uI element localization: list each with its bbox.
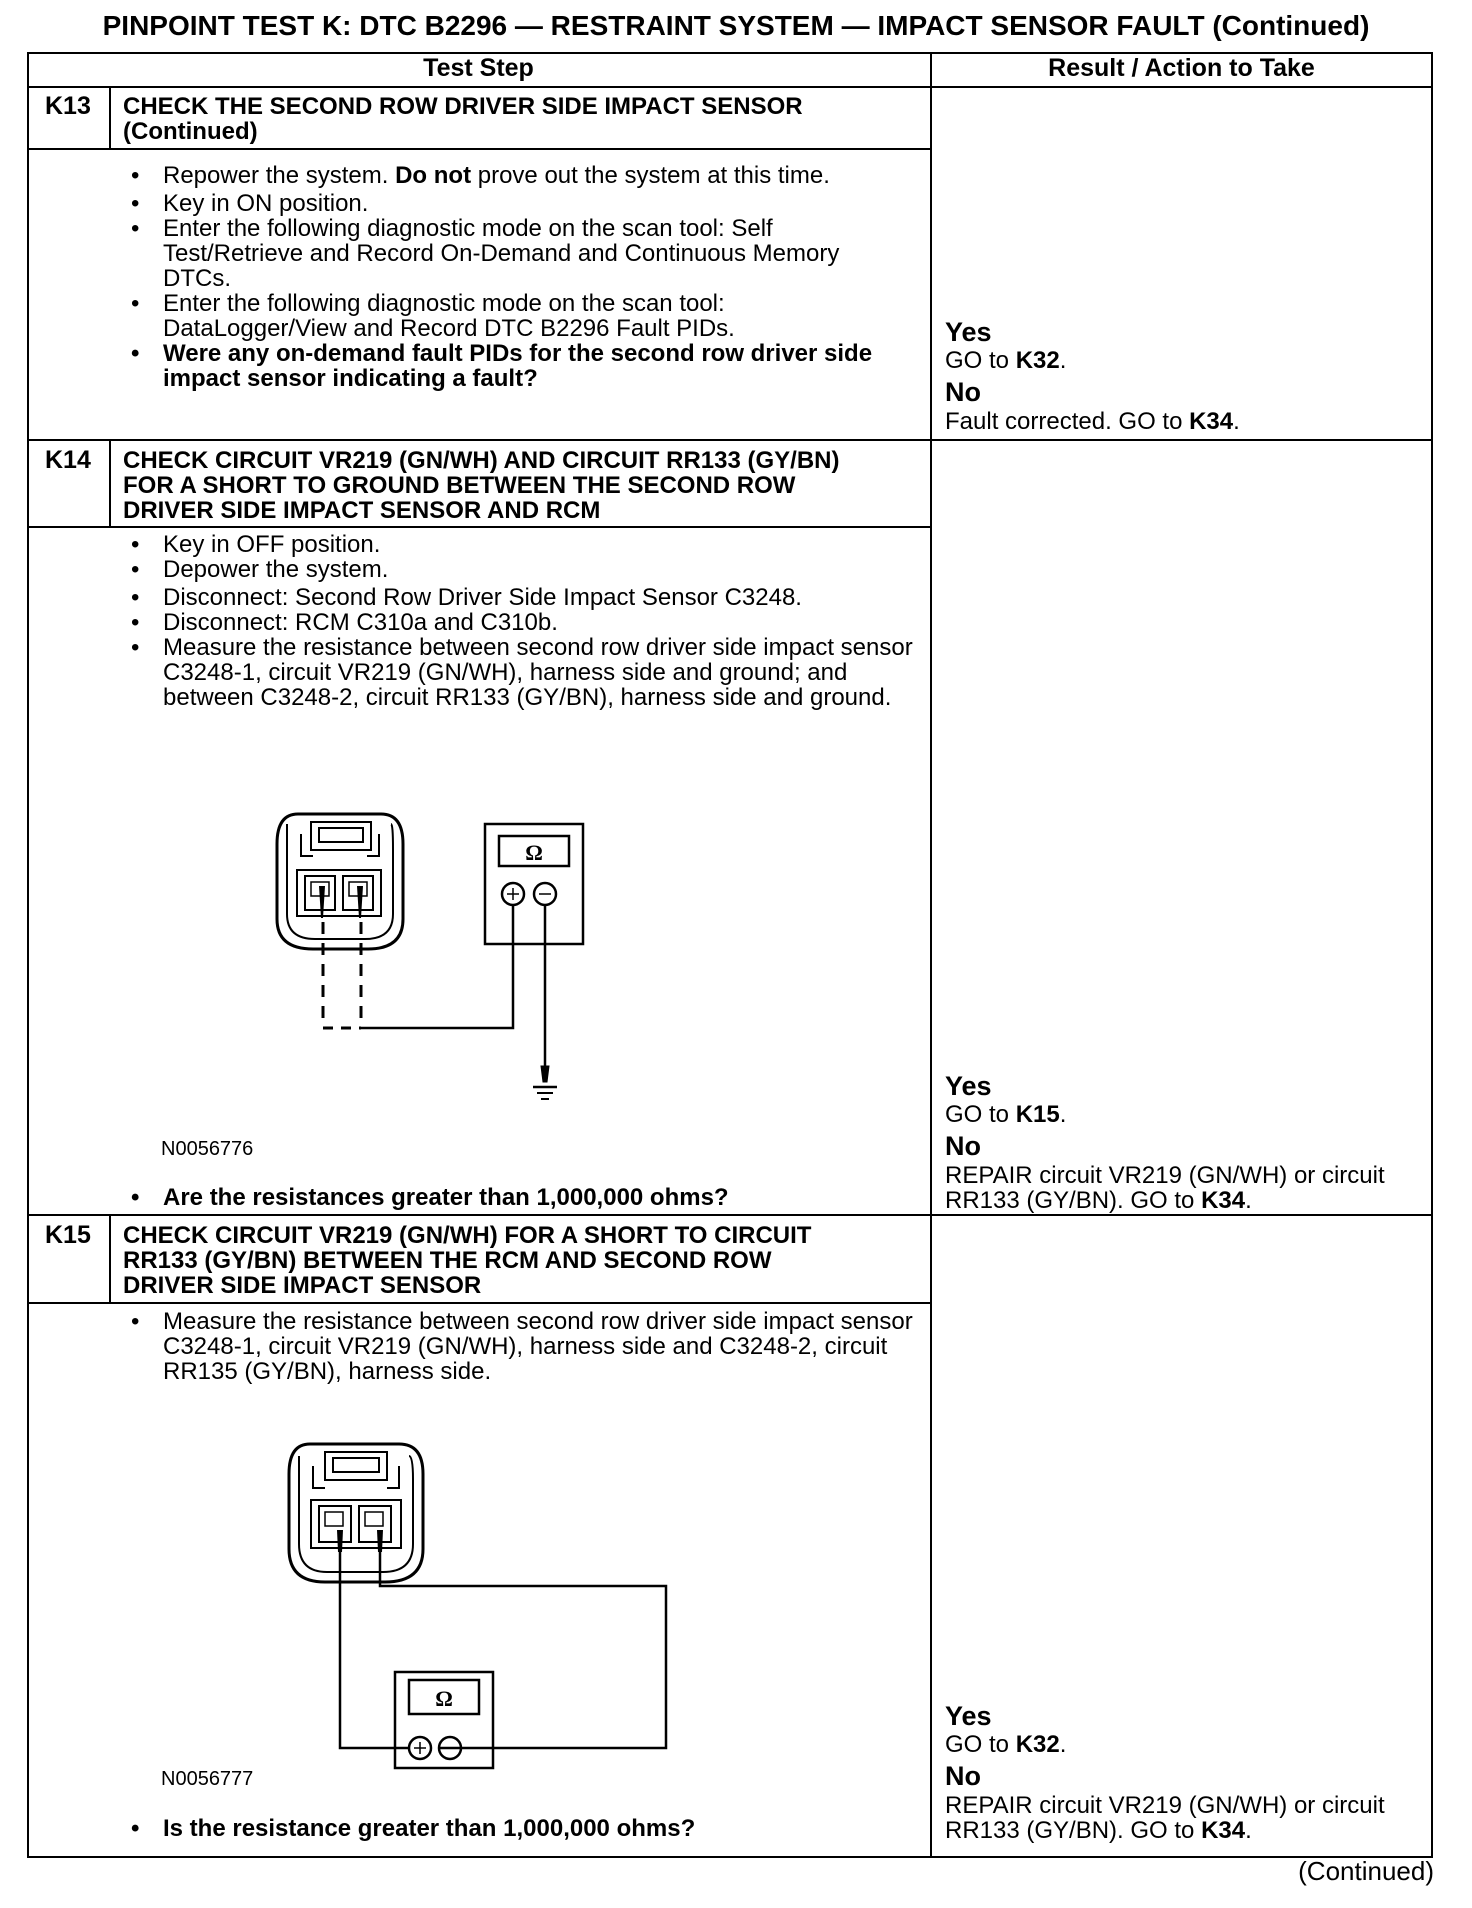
probe-icons — [319, 886, 363, 918]
row-divider-k15 — [27, 1214, 1433, 1216]
k15-result — [945, 1701, 1425, 1854]
step-title-k13: CHECK THE SECOND ROW DRIVER SIDE IMPACT SENSOR (Continued) — [123, 93, 803, 145]
no-label: No — [945, 1761, 981, 1791]
dashed-leads — [323, 922, 361, 1028]
list-item: • Disconnect: RCM C310a and C310b. — [123, 610, 913, 635]
figure-id-k14: N0056776 — [161, 1138, 254, 1160]
column-divider — [930, 52, 932, 1858]
yes-label: Yes — [945, 317, 992, 347]
list-item: • Measure the resistance between second row driver side impact sensor C3248-1, circuit VR219 (GN/WH), harness side and C3248-2, circuit RR135 (GY/BN), harness side. — [123, 1309, 913, 1384]
k14-question — [123, 1185, 913, 1210]
k15-question — [123, 1816, 913, 1841]
page-title: PINPOINT TEST K: DTC B2296 — RESTRAINT SYSTEM — IMPACT SENSOR FAULT (Continued) — [102, 10, 1370, 41]
figure-id-k15: N0056777 — [161, 1768, 254, 1790]
step-id-k13: K13 — [45, 92, 91, 120]
step-id-k15: K15 — [45, 1221, 91, 1249]
k14-title-underline — [27, 526, 932, 528]
list-item: • Are the resistances greater than 1,000,000 ohms? — [123, 1185, 913, 1210]
k15-id-divider — [109, 1214, 111, 1302]
ohm-symbol: Ω — [525, 840, 543, 865]
connector-icon — [289, 1444, 423, 1582]
k13-id-divider — [109, 86, 111, 148]
no-action: REPAIR circuit VR219 (GN/WH) or circuit RR133 (GY/BN). GO to K34. — [945, 1792, 1385, 1844]
list-item: • Disconnect: Second Row Driver Side Impact Sensor C3248. — [123, 585, 913, 610]
list-item: • Key in ON position. — [123, 191, 913, 216]
table-border-bottom — [27, 1856, 1433, 1858]
list-item: • Key in OFF position. — [123, 532, 913, 557]
k14-id-divider — [109, 439, 111, 526]
list-item: • Measure the resistance between second row driver side impact sensor C3248-1, circuit VR219 (GN/WH), harness side and ground; and between C3248-2, circuit RR133 (GY/BN), harness side and ground. — [123, 635, 913, 710]
step-title-k15: CHECK CIRCUIT VR219 (GN/WH) FOR A SHORT TO CIRCUIT RR133 (GY/BN) BETWEEN THE RCM AND SECOND ROW DRIVER SIDE IMPACT SENSOR — [123, 1222, 812, 1299]
k13-result — [945, 317, 1425, 438]
k13-bullet-list — [123, 163, 913, 391]
list-item: • Repower the system. Do not prove out the system at this time. — [123, 163, 913, 188]
header-divider — [27, 86, 1433, 88]
yes-label: Yes — [945, 1071, 992, 1101]
ohm-symbol: Ω — [435, 1686, 453, 1711]
k15-title-underline — [27, 1302, 932, 1304]
connector-icon — [277, 814, 403, 949]
header-test-step: Test Step — [423, 54, 534, 82]
row-divider-k14 — [27, 439, 1433, 441]
list-item: • Depower the system. — [123, 557, 913, 582]
k15-connector-meter-diagram — [285, 1434, 675, 1774]
pinpoint-test-table — [27, 52, 1433, 1858]
ground-icon — [533, 1066, 557, 1099]
yes-action: GO to K32. — [945, 1731, 1067, 1758]
k14-result — [945, 1071, 1425, 1214]
table-border-right — [1431, 52, 1433, 1858]
yes-action: GO to K32. — [945, 347, 1067, 374]
yes-label: Yes — [945, 1701, 992, 1731]
no-label: No — [945, 377, 981, 407]
k14-bullet-list — [123, 532, 913, 710]
list-item: • Is the resistance greater than 1,000,000 ohms? — [123, 1816, 913, 1841]
no-action: REPAIR circuit VR219 (GN/WH) or circuit RR133 (GY/BN). GO to K34. — [945, 1162, 1385, 1214]
table-border-left — [27, 52, 29, 1858]
list-item: • Enter the following diagnostic mode on the scan tool: DataLogger/View and Record DTC B2296 Fault PIDs. — [123, 291, 913, 341]
k13-title-underline — [27, 148, 932, 150]
no-label: No — [945, 1131, 981, 1161]
step-title-k14: CHECK CIRCUIT VR219 (GN/WH) AND CIRCUIT RR133 (GY/BN) FOR A SHORT TO GROUND BETWEEN THE SECOND ROW DRIVER SIDE IMPACT SENSOR AND RCM — [123, 447, 840, 524]
yes-action: GO to K15. — [945, 1101, 1067, 1128]
no-action: Fault corrected. GO to K34. — [945, 408, 1240, 435]
list-item: • Enter the following diagnostic mode on the scan tool: Self Test/Retrieve and Record On-Demand and Continuous Memory DTCs. — [123, 216, 913, 291]
list-item: • Were any on-demand fault PIDs for the second row driver side impact sensor indicating a fault? — [123, 341, 913, 391]
step-id-k14: K14 — [45, 446, 91, 474]
header-result: Result / Action to Take — [1048, 54, 1315, 82]
continued-footer: (Continued) — [1298, 1856, 1434, 1886]
k14-connector-meter-diagram — [273, 804, 663, 1134]
k15-bullet-list — [123, 1309, 913, 1384]
